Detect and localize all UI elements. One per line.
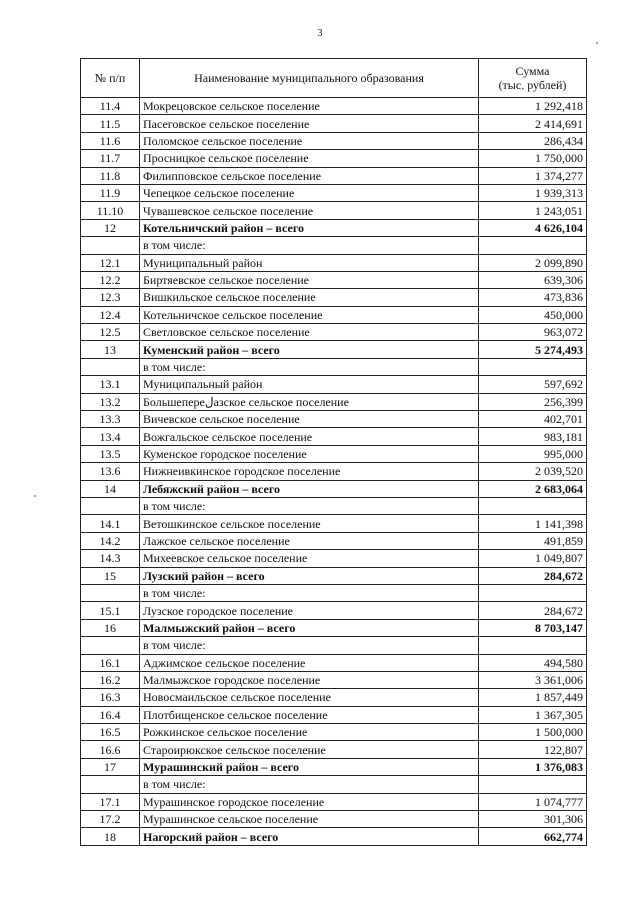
amount: 1 292,418: [479, 98, 587, 115]
amount: 1 857,449: [479, 689, 587, 706]
table-row: [81, 237, 587, 254]
table-row: [81, 654, 587, 671]
row-number: 12.5: [81, 324, 140, 341]
row-number: 17.2: [81, 811, 140, 828]
municipality-name: Ветошкинское сельское поселение: [140, 515, 479, 532]
row-number: 16: [81, 619, 140, 636]
amount: [479, 497, 587, 514]
table-body: [81, 98, 587, 846]
row-number: 11.8: [81, 167, 140, 184]
municipality-name: Мурашинское городское поселение: [140, 793, 479, 810]
table-row-district-total: [81, 828, 587, 845]
table-row: [81, 445, 587, 462]
table-row: [81, 724, 587, 741]
municipality-name: Светловское сельское поселение: [140, 324, 479, 341]
municipality-name: Вишкильское сельское поселение: [140, 289, 479, 306]
municipality-name: Просницкое сельское поселение: [140, 150, 479, 167]
amount: 301,306: [479, 811, 587, 828]
municipality-name: Лебяжский район – всего: [140, 480, 479, 497]
amount: 2 414,691: [479, 115, 587, 132]
row-number: 13.3: [81, 411, 140, 428]
municipality-name: Поломское сельское поселение: [140, 132, 479, 149]
table-row: [81, 671, 587, 688]
table-row: [81, 689, 587, 706]
row-number: 14.2: [81, 532, 140, 549]
row-number: 11.4: [81, 98, 140, 115]
amount: [479, 237, 587, 254]
municipality-name: Куменский район – всего: [140, 341, 479, 358]
table-row: [81, 550, 587, 567]
amount: 4 626,104: [479, 219, 587, 236]
row-number: [81, 237, 140, 254]
row-number: 13.2: [81, 393, 140, 410]
row-number: 11.10: [81, 202, 140, 219]
row-number: [81, 497, 140, 514]
municipality-name: Вожгальское сельское поселение: [140, 428, 479, 445]
municipality-name: в том числе:: [140, 358, 479, 375]
row-number: 12: [81, 219, 140, 236]
amount: 1 376,083: [479, 758, 587, 775]
amount: 1 374,277: [479, 167, 587, 184]
table-row: [81, 393, 587, 410]
row-number: 16.4: [81, 706, 140, 723]
row-number: 15.1: [81, 602, 140, 619]
table-row: [81, 150, 587, 167]
municipality-name: Муниципальный район: [140, 376, 479, 393]
row-number: [81, 584, 140, 601]
header-name: Наименование муниципального образования: [140, 59, 479, 98]
municipality-name: Мурашинское сельское поселение: [140, 811, 479, 828]
table-row-district-total: [81, 567, 587, 584]
table-row-district-total: [81, 758, 587, 775]
amount: [479, 776, 587, 793]
row-number: 14: [81, 480, 140, 497]
table-row: [81, 324, 587, 341]
municipality-name: Большепереلазское сельское поселение: [140, 393, 479, 410]
municipality-name: Котельничское сельское поселение: [140, 306, 479, 323]
table-row: [81, 811, 587, 828]
municipality-name: Староирюкское сельское поселение: [140, 741, 479, 758]
amount: 473,836: [479, 289, 587, 306]
table-row: [81, 637, 587, 654]
scan-speck: [34, 495, 36, 497]
municipality-name: Нижнеивкинское городское поселение: [140, 463, 479, 480]
table-row: [81, 706, 587, 723]
amount: [479, 637, 587, 654]
row-number: 11.6: [81, 132, 140, 149]
municipality-name: Пасеговское сельское поселение: [140, 115, 479, 132]
row-number: 13.6: [81, 463, 140, 480]
municipality-name: Чувашевское сельское поселение: [140, 202, 479, 219]
table-row: [81, 515, 587, 532]
municipality-name: Мурашинский район – всего: [140, 758, 479, 775]
amount: 1 500,000: [479, 724, 587, 741]
municipality-name: в том числе:: [140, 637, 479, 654]
amount: [479, 358, 587, 375]
row-number: 11.9: [81, 184, 140, 201]
row-number: 16.1: [81, 654, 140, 671]
table-row: [81, 98, 587, 115]
amount: 8 703,147: [479, 619, 587, 636]
header-sum-unit: (тыс. рублей): [498, 78, 567, 92]
amount: 3 361,006: [479, 671, 587, 688]
row-number: 16.6: [81, 741, 140, 758]
amount: [479, 584, 587, 601]
table-header-row: [81, 59, 587, 98]
amount: 494,580: [479, 654, 587, 671]
municipality-name: Малмыжское городское поселение: [140, 671, 479, 688]
row-number: 13.1: [81, 376, 140, 393]
municipality-name: Лузский район – всего: [140, 567, 479, 584]
row-number: 14.1: [81, 515, 140, 532]
municipality-name: Вичевское сельское поселение: [140, 411, 479, 428]
municipality-name: Плотбищенское сельское поселение: [140, 706, 479, 723]
amount: 284,672: [479, 602, 587, 619]
municipality-name: Нагорский район – всего: [140, 828, 479, 845]
municipality-name: Филипповское сельское поселение: [140, 167, 479, 184]
table-row: [81, 411, 587, 428]
amount: 122,807: [479, 741, 587, 758]
row-number: 14.3: [81, 550, 140, 567]
amount: 597,692: [479, 376, 587, 393]
table-row: [81, 497, 587, 514]
amount: 963,072: [479, 324, 587, 341]
municipality-name: Малмыжский район – всего: [140, 619, 479, 636]
municipality-name: Новосмаильское сельское поселение: [140, 689, 479, 706]
row-number: 16.2: [81, 671, 140, 688]
municipality-name: Биртяевское сельское поселение: [140, 271, 479, 288]
amount: 2 039,520: [479, 463, 587, 480]
amount: 995,000: [479, 445, 587, 462]
municipality-name: в том числе:: [140, 584, 479, 601]
municipality-name: в том числе:: [140, 497, 479, 514]
amount: 662,774: [479, 828, 587, 845]
table-row-district-total: [81, 341, 587, 358]
table-row: [81, 184, 587, 201]
amount: 1 367,305: [479, 706, 587, 723]
amount: 1 243,051: [479, 202, 587, 219]
row-number: 15: [81, 567, 140, 584]
municipality-name: Чепецкое сельское поселение: [140, 184, 479, 201]
amount: 2 099,890: [479, 254, 587, 271]
row-number: 12.4: [81, 306, 140, 323]
table-row: [81, 358, 587, 375]
table-row: [81, 289, 587, 306]
amount: 639,306: [479, 271, 587, 288]
municipality-name: в том числе:: [140, 776, 479, 793]
row-number: 16.3: [81, 689, 140, 706]
amount: 5 274,493: [479, 341, 587, 358]
municipality-name: Мокрецовское сельское поселение: [140, 98, 479, 115]
table-row: [81, 202, 587, 219]
amount: 286,434: [479, 132, 587, 149]
amount: 983,181: [479, 428, 587, 445]
municipality-name: Лажское сельское поселение: [140, 532, 479, 549]
municipality-name: Муниципальный район: [140, 254, 479, 271]
amount: 491,859: [479, 532, 587, 549]
page-number: 3: [317, 28, 323, 39]
table-row: [81, 132, 587, 149]
amount: 284,672: [479, 567, 587, 584]
amount: 402,701: [479, 411, 587, 428]
table-row: [81, 741, 587, 758]
table-row: [81, 584, 587, 601]
municipality-name: Рожкинское сельское поселение: [140, 724, 479, 741]
table-row-district-total: [81, 619, 587, 636]
scan-speck: [596, 42, 598, 44]
amount: 1 750,000: [479, 150, 587, 167]
table-row: [81, 602, 587, 619]
amount: 1 141,398: [479, 515, 587, 532]
table-row: [81, 376, 587, 393]
row-number: 11.5: [81, 115, 140, 132]
amount: 1 939,313: [479, 184, 587, 201]
row-number: 12.1: [81, 254, 140, 271]
row-number: [81, 637, 140, 654]
amount: 2 683,064: [479, 480, 587, 497]
table-row: [81, 776, 587, 793]
header-sum-title: Сумма: [515, 64, 550, 78]
table-row: [81, 793, 587, 810]
row-number: [81, 358, 140, 375]
table-row: [81, 306, 587, 323]
row-number: 18: [81, 828, 140, 845]
table-row: [81, 271, 587, 288]
table-row: [81, 254, 587, 271]
municipality-name: в том числе:: [140, 237, 479, 254]
amount: 1 049,807: [479, 550, 587, 567]
row-number: 11.7: [81, 150, 140, 167]
header-number: № п/п: [81, 59, 140, 98]
row-number: 13.5: [81, 445, 140, 462]
header-sum: [479, 59, 587, 98]
amount: 450,000: [479, 306, 587, 323]
budget-table: [80, 58, 587, 846]
row-number: 12.2: [81, 271, 140, 288]
municipality-name: Михеевское сельское поселение: [140, 550, 479, 567]
table-row: [81, 115, 587, 132]
table-row: [81, 532, 587, 549]
row-number: 17.1: [81, 793, 140, 810]
row-number: 16.5: [81, 724, 140, 741]
municipality-name: Лузское городское поселение: [140, 602, 479, 619]
municipality-name: Куменское городское поселение: [140, 445, 479, 462]
row-number: [81, 776, 140, 793]
table-row: [81, 428, 587, 445]
amount: 256,399: [479, 393, 587, 410]
row-number: 13: [81, 341, 140, 358]
row-number: 12.3: [81, 289, 140, 306]
row-number: 17: [81, 758, 140, 775]
table-row-district-total: [81, 480, 587, 497]
table-row: [81, 463, 587, 480]
table-row: [81, 167, 587, 184]
municipality-name: Аджимское сельское поселение: [140, 654, 479, 671]
table-row-district-total: [81, 219, 587, 236]
municipality-name: Котельничский район – всего: [140, 219, 479, 236]
row-number: 13.4: [81, 428, 140, 445]
amount: 1 074,777: [479, 793, 587, 810]
